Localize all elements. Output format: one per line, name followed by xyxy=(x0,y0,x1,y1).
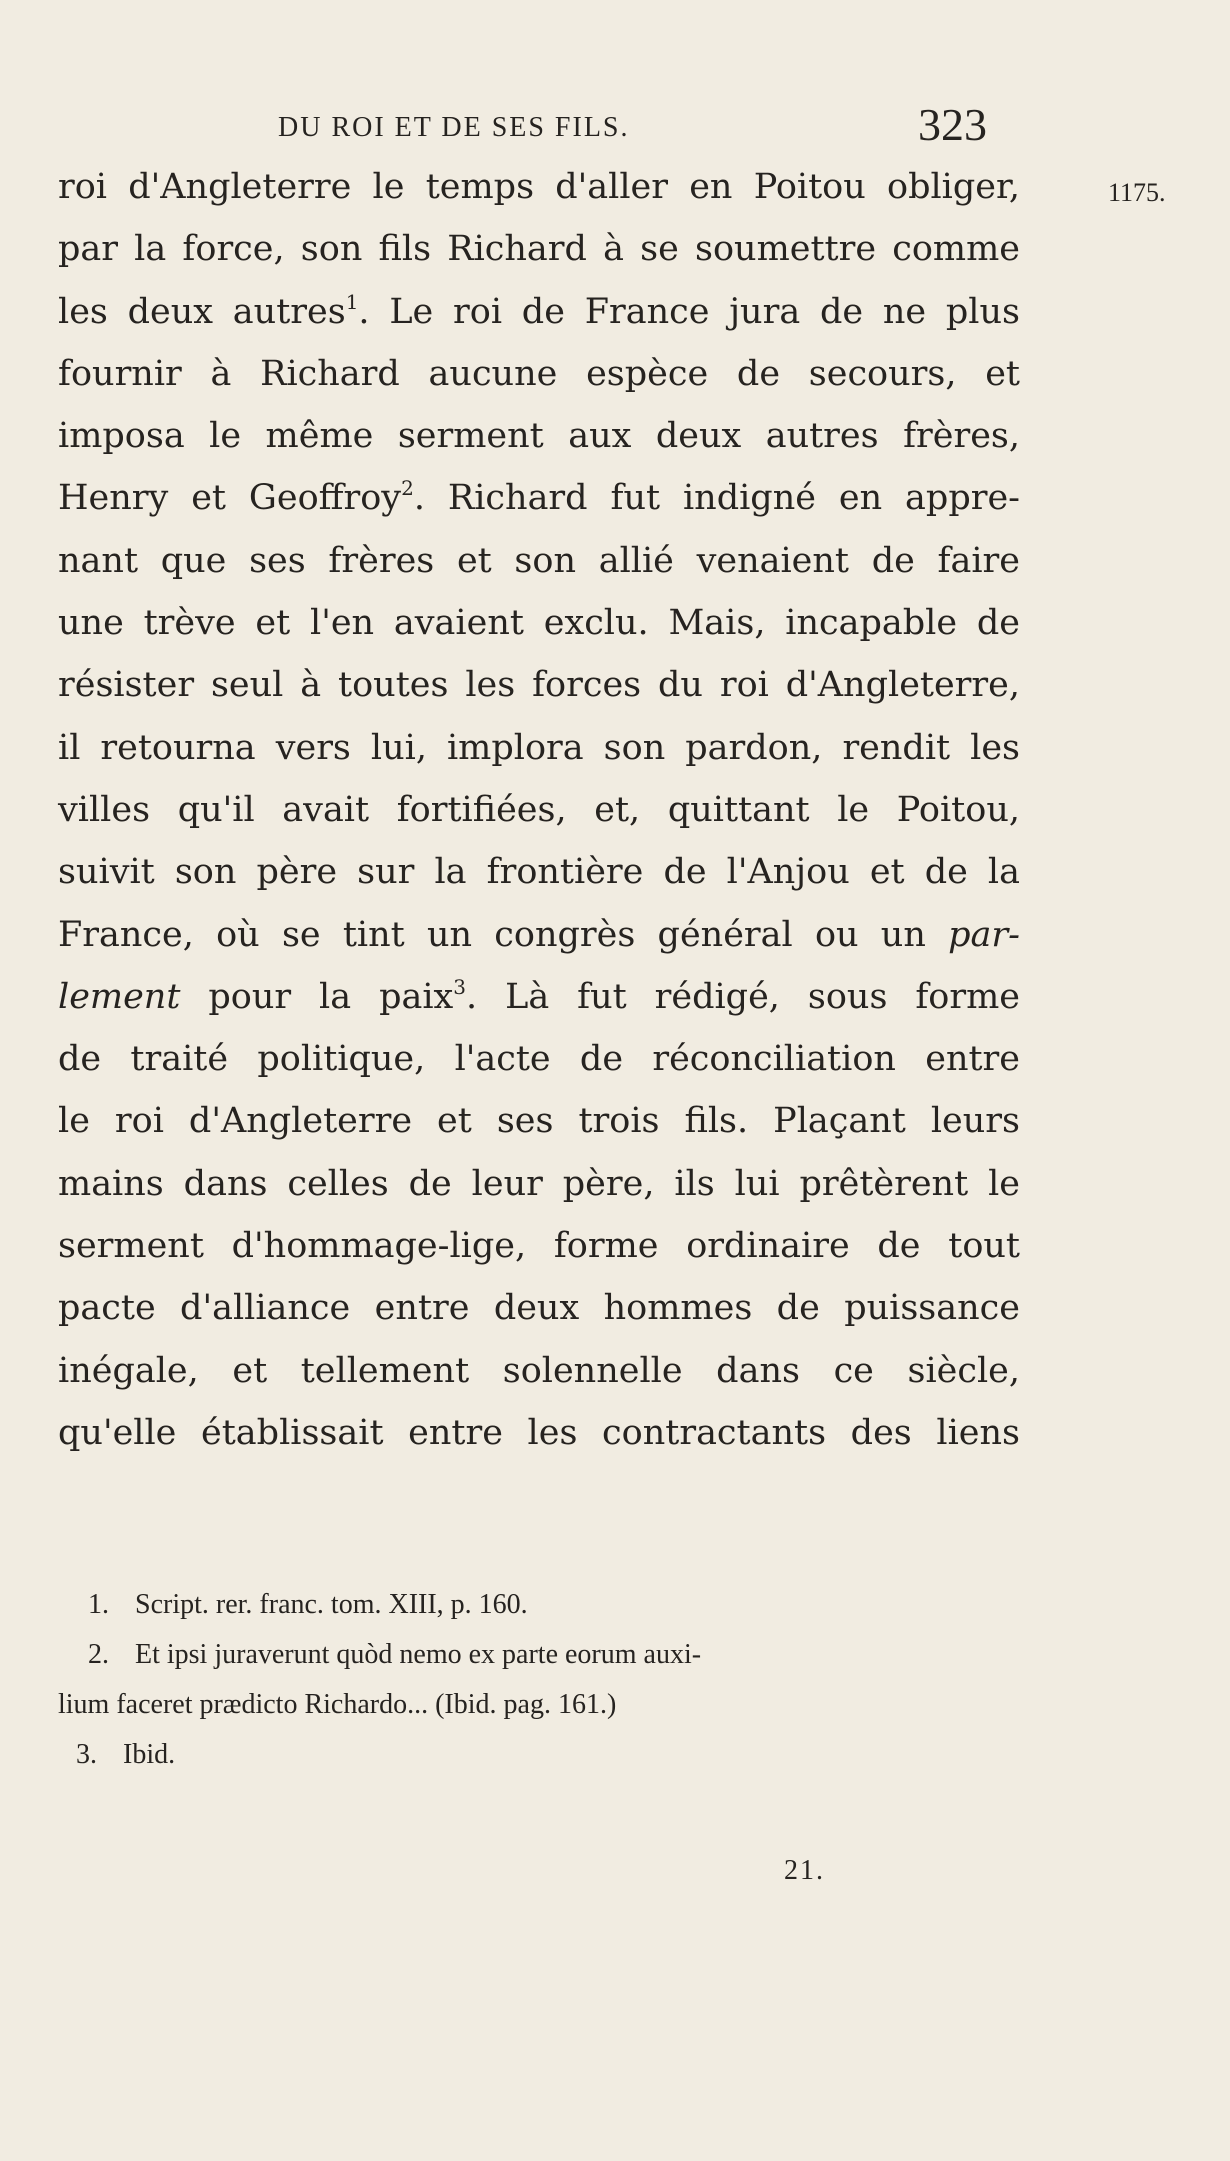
footnote-number: 2. xyxy=(88,1639,109,1670)
text-line: mains dans celles de leur père, ils lui prêtèrent le xyxy=(58,1163,1020,1204)
text-span: Henry et Geoffroy xyxy=(58,478,402,519)
footnote-3 xyxy=(58,1730,1020,1780)
text-line: par la force, son fils Richard à se soumettre comme xyxy=(58,229,1020,270)
margin-year-note: 1175. xyxy=(1108,178,1166,207)
text-line: pacte d'alliance entre deux hommes de puissance xyxy=(58,1288,1020,1329)
text-line xyxy=(58,966,1020,1028)
italic-word: par- xyxy=(948,914,1020,955)
footnote-2-continued xyxy=(58,1680,1020,1730)
text-span: les deux autres xyxy=(58,291,346,332)
text-line: de traité politique, l'acte de réconciliation entre xyxy=(58,1039,1020,1080)
text-span: . Là fut rédigé, sous forme xyxy=(466,976,1021,1017)
footnote-text: lium faceret prædicto Richardo... (Ibid. pag. 161.) xyxy=(58,1689,617,1720)
footnote-number: 1. xyxy=(88,1589,109,1620)
footnote-text: Ibid. xyxy=(123,1739,176,1770)
text-line: suivit son père sur la frontière de l'Anjou et de la xyxy=(58,852,1020,893)
footnote-number: 3. xyxy=(76,1739,97,1770)
text-line: villes qu'il avait fortifiées, et, quittant le Poitou, xyxy=(58,789,1020,830)
text-line: une trève et l'en avaient exclu. Mais, incapable de xyxy=(58,603,1020,644)
footnotes xyxy=(58,1580,1020,1780)
main-text xyxy=(58,156,1020,1464)
text-line: roi d'Angleterre le temps d'aller en Poitou obliger, xyxy=(58,167,1020,207)
text-line: fournir à Richard aucune espèce de secours, et xyxy=(58,353,1020,394)
text-line: inégale, et tellement solennelle dans ce siècle, xyxy=(58,1350,1020,1391)
text-line xyxy=(58,904,1020,966)
text-line: imposa le même serment aux deux autres frères, xyxy=(58,416,1020,457)
page-number: 323 xyxy=(918,99,987,150)
text-span: pour la paix xyxy=(180,976,454,1017)
text-span: . Le roi de France jura de ne plus xyxy=(358,291,1020,332)
text-line: nant que ses frères et son allié venaient de faire xyxy=(58,540,1020,581)
footnote-ref-2: 2 xyxy=(401,476,414,501)
footnote-text: Script. rer. franc. tom. XIII, p. 160. xyxy=(135,1589,528,1620)
text-span: . Richard fut indigné en appre- xyxy=(413,478,1021,519)
footnote-text: Et ipsi juraverunt quòd nemo ex parte eorum auxi- xyxy=(135,1639,702,1670)
footnote-ref-1: 1 xyxy=(345,289,359,314)
footnote-1 xyxy=(58,1580,1020,1630)
footnote-ref-3: 3 xyxy=(453,974,467,999)
text-line xyxy=(58,467,1020,529)
text-span: France, où se tint un congrès général ou un xyxy=(58,914,926,955)
signature-mark: 21. xyxy=(784,1855,825,1886)
text-line xyxy=(58,281,1020,343)
text-line: qu'elle établissait entre les contractants des liens xyxy=(58,1412,1020,1453)
footnote-2 xyxy=(58,1630,1020,1680)
running-title: DU ROI ET DE SES FILS. xyxy=(278,112,630,143)
text-line: le roi d'Angleterre et ses trois fils. Plaçant leurs xyxy=(58,1101,1020,1142)
text-line: il retourna vers lui, implora son pardon, rendit les xyxy=(58,727,1020,768)
italic-word: lement xyxy=(58,976,181,1017)
text-line: serment d'hommage-lige, forme ordinaire de tout xyxy=(58,1226,1020,1267)
text-line: résister seul à toutes les forces du roi d'Angleterre, xyxy=(58,665,1020,706)
